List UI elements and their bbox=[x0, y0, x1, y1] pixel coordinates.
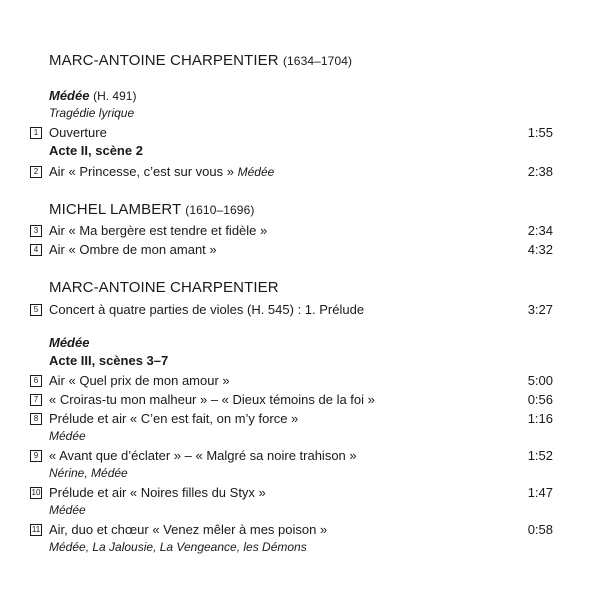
work-heading-medee bbox=[49, 88, 136, 103]
track-title-8: Prélude et air « C’en est fait, on m’y force » bbox=[49, 411, 299, 426]
track-duration-1: 1:55 bbox=[527, 125, 553, 140]
track-role-9: Nérine, Médée bbox=[49, 466, 128, 480]
track-duration-2: 2:38 bbox=[527, 164, 553, 179]
composer-name: MARC-ANTOINE CHARPENTIER bbox=[49, 279, 279, 296]
track-number-4: 4 bbox=[30, 244, 42, 256]
act-heading-act3: Acte III, scènes 3–7 bbox=[49, 353, 169, 368]
work-catalog: (H. 491) bbox=[93, 89, 137, 103]
track-duration-6: 5:00 bbox=[527, 373, 553, 388]
track-duration-7: 0:56 bbox=[527, 392, 553, 407]
track-number-8: 8 bbox=[30, 413, 42, 425]
work-genre: Tragédie lyrique bbox=[49, 106, 135, 120]
track-duration-10: 1:47 bbox=[527, 485, 553, 500]
work-title: Médée bbox=[49, 88, 90, 103]
track-role-11: Médée, La Jalousie, La Vengeance, les Démons bbox=[49, 540, 307, 554]
track-role-2: Médée bbox=[237, 165, 275, 179]
track-duration-9: 1:52 bbox=[527, 448, 553, 463]
track-role-10: Médée bbox=[49, 503, 86, 517]
track-duration-11: 0:58 bbox=[527, 522, 553, 537]
track-title-3: Air « Ma bergère est tendre et fidèle » bbox=[49, 223, 268, 238]
track-role-8: Médée bbox=[49, 429, 86, 443]
track-number-6: 6 bbox=[30, 375, 42, 387]
track-duration-4: 4:32 bbox=[527, 242, 553, 257]
composer-heading-lambert bbox=[49, 201, 254, 218]
track-duration-3: 2:34 bbox=[527, 223, 553, 238]
track-duration-8: 1:16 bbox=[527, 411, 553, 426]
track-title-10: Prélude et air « Noires filles du Styx » bbox=[49, 485, 266, 500]
track-title-11: Air, duo et chœur « Venez mêler à mes poison » bbox=[49, 522, 328, 537]
track-number-2: 2 bbox=[30, 166, 42, 178]
track-number-1: 1 bbox=[30, 127, 42, 139]
work-title: Médée bbox=[49, 335, 90, 350]
track-number-3: 3 bbox=[30, 225, 42, 237]
track-number-10: 10 bbox=[31, 488, 41, 497]
composer-name: MICHEL LAMBERT bbox=[49, 201, 181, 218]
track-number-7: 7 bbox=[30, 394, 42, 406]
track-title-4: Air « Ombre de mon amant » bbox=[49, 242, 217, 257]
work-heading-medee-2 bbox=[49, 335, 89, 350]
composer-heading-charpentier-2 bbox=[49, 279, 279, 296]
track-title-2 bbox=[49, 164, 274, 179]
track-number-11: 11 bbox=[31, 525, 41, 534]
act-heading-act2: Acte II, scène 2 bbox=[49, 143, 143, 158]
track-number-9: 9 bbox=[30, 450, 42, 462]
composer-dates: (1610–1696) bbox=[185, 203, 255, 217]
track-number-5: 5 bbox=[30, 304, 42, 316]
track-title-7: « Croiras-tu mon malheur » – « Dieux témoins de la foi » bbox=[49, 392, 375, 407]
composer-name: MARC-ANTOINE CHARPENTIER bbox=[49, 52, 279, 69]
track-title-2-text: Air « Princesse, c’est sur vous » bbox=[49, 164, 234, 179]
composer-heading-charpentier bbox=[49, 52, 352, 69]
track-title-5: Concert à quatre parties de violes (H. 545) : 1. Prélude bbox=[49, 302, 365, 317]
track-title-9: « Avant que d’éclater » – « Malgré sa noire trahison » bbox=[49, 448, 357, 463]
composer-dates: (1634–1704) bbox=[282, 54, 353, 68]
track-title-6: Air « Quel prix de mon amour » bbox=[49, 373, 230, 388]
track-title-1: Ouverture bbox=[49, 125, 107, 140]
track-duration-5: 3:27 bbox=[527, 302, 553, 317]
